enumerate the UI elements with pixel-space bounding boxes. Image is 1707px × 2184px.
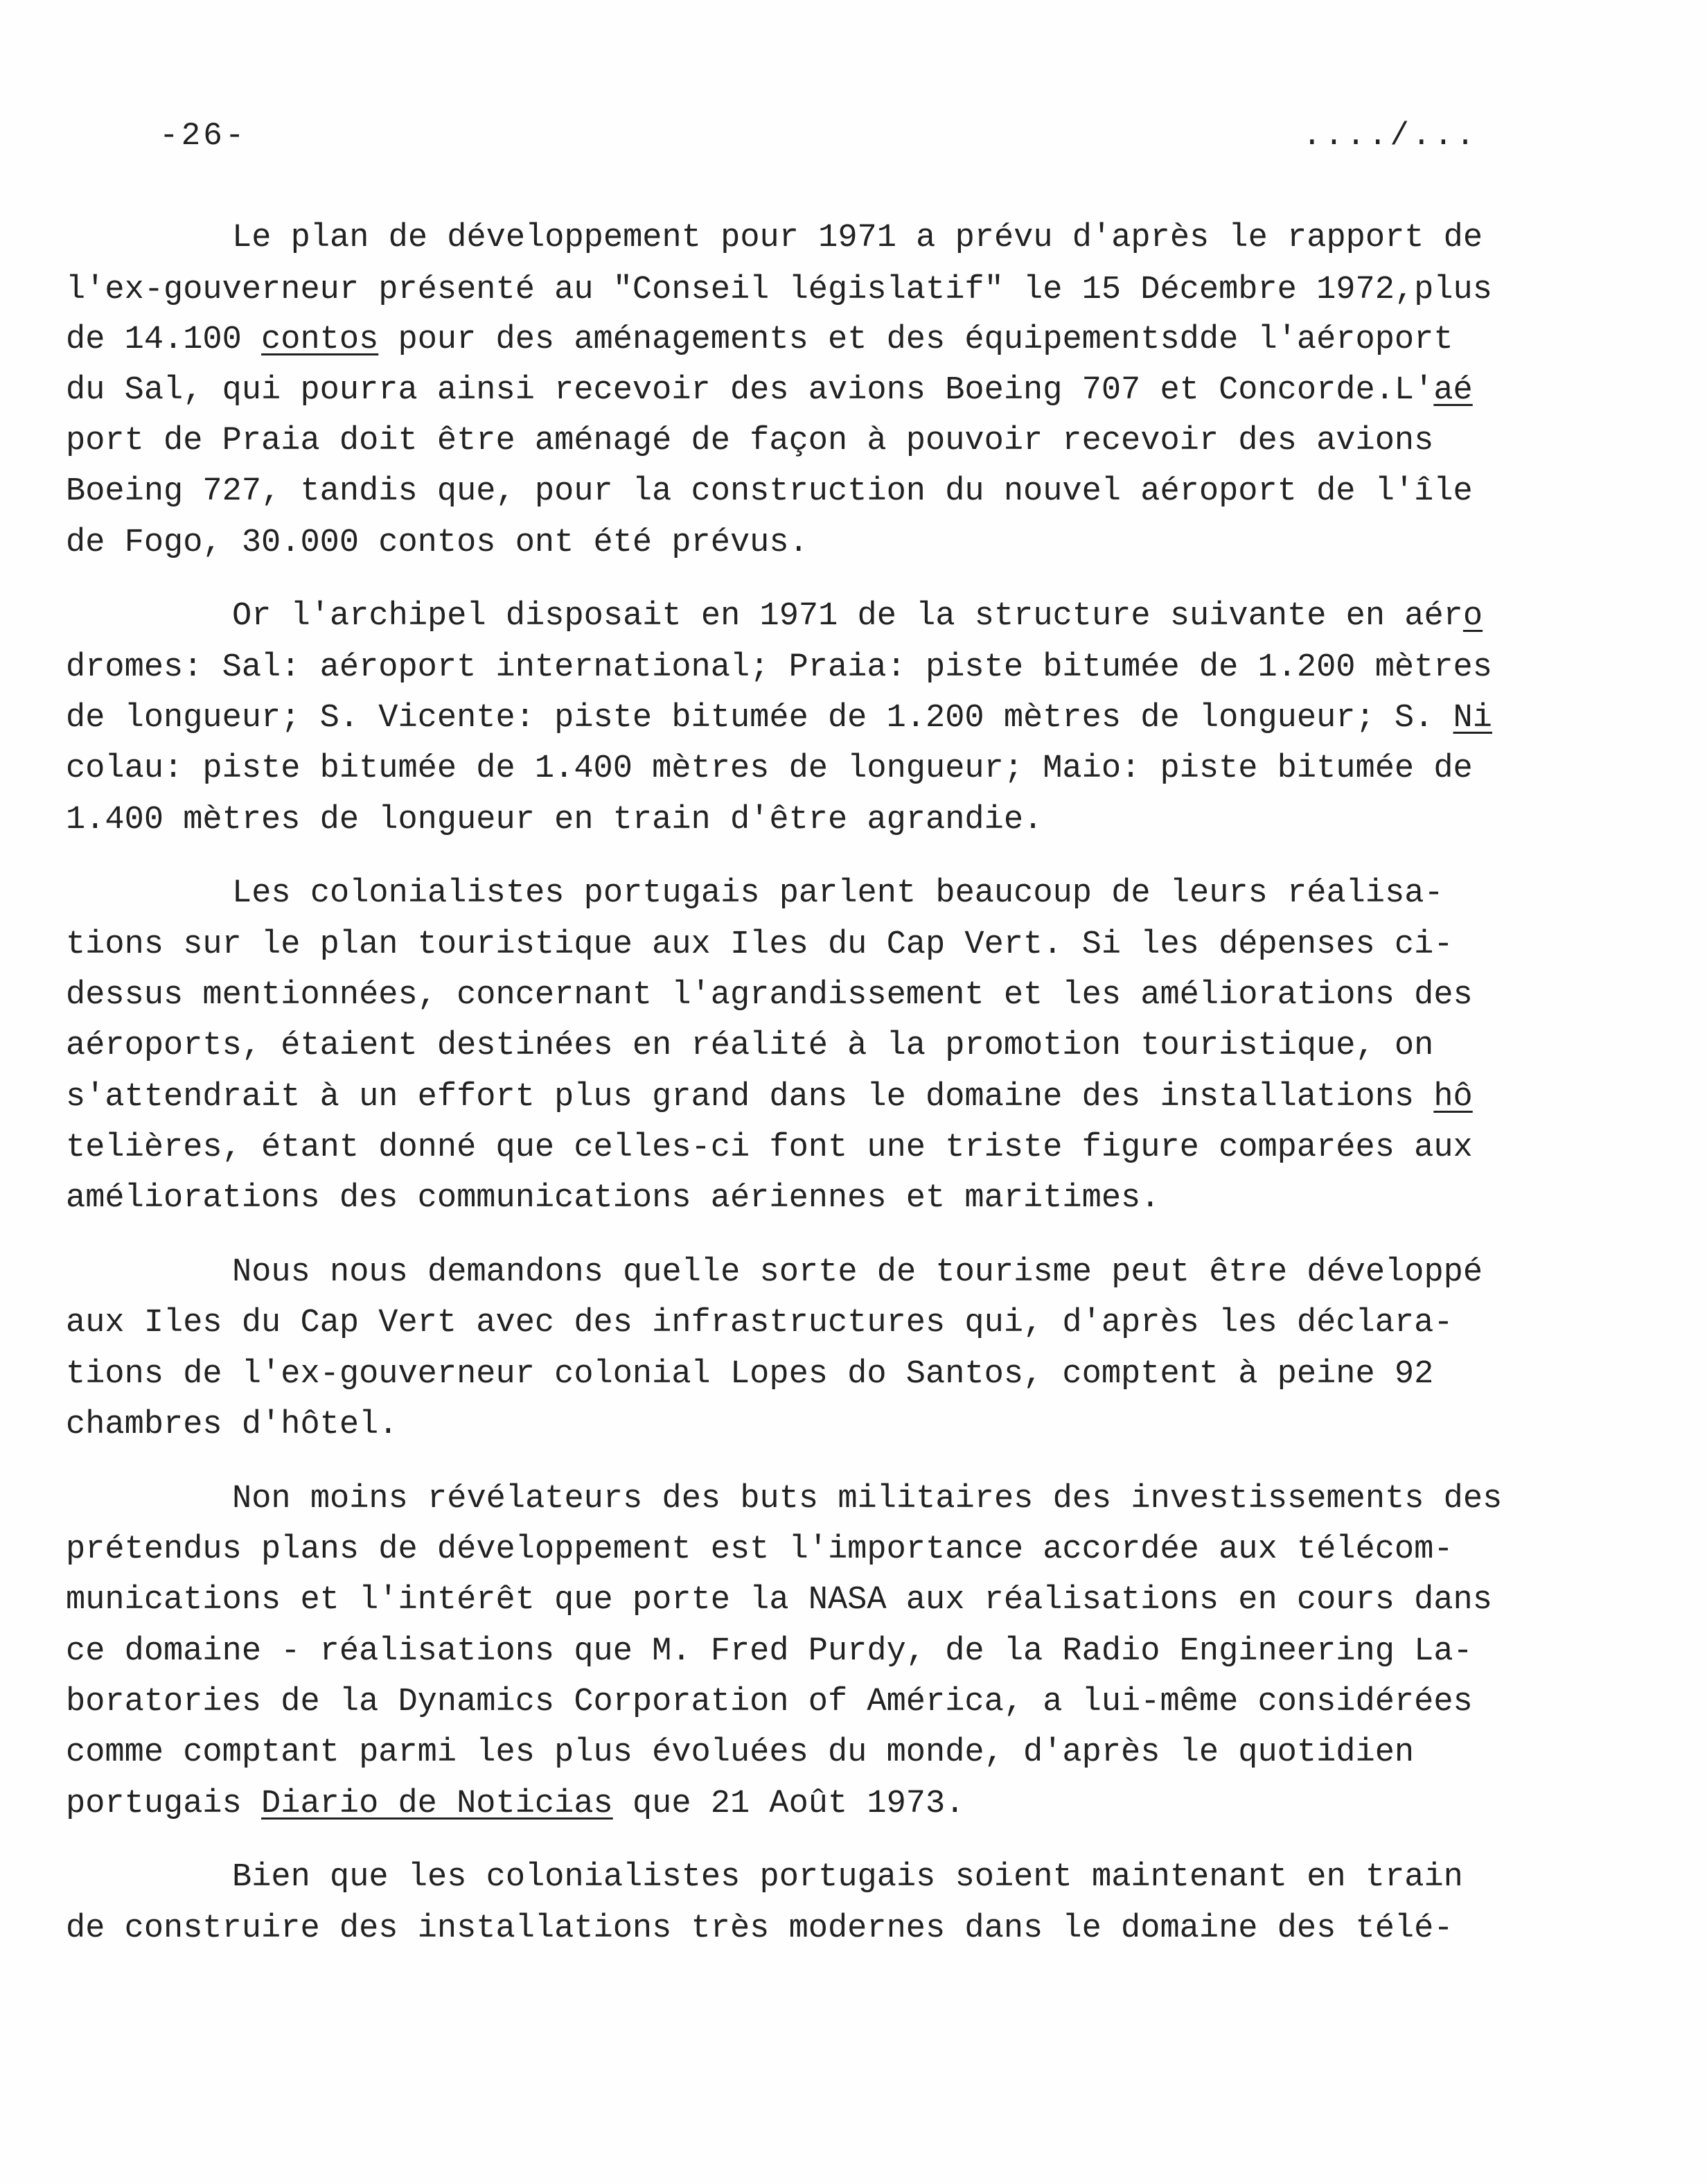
text-line [66, 1584, 1604, 1617]
text-segment: de Fogo, 30.000 contos ont été prévus. [66, 525, 808, 561]
text-line [66, 1358, 1604, 1391]
text-line [66, 700, 1604, 737]
text-segment: comme comptant parmi les plus évoluées du monde, d'après le quotidien [66, 1734, 1415, 1771]
text-segment: Non moins révélateurs des buts militaires des investissements des [232, 1481, 1503, 1517]
text-segment: Les colonialistes portugais parlent beaucoup de leurs réalisa- [232, 875, 1444, 912]
underlined-text: Ni [1453, 700, 1492, 737]
text-line [66, 475, 1604, 508]
text-segment: s'attendrait à un effort plus grand dans le domaine des installations [66, 1079, 1434, 1116]
text-line [66, 1409, 1604, 1441]
text-line [66, 425, 1604, 457]
text-segment: de longueur; S. Vicente: piste bitumée de 1.200 mètres de longueur; S. [66, 700, 1453, 737]
text-segment: de 14.100 [66, 322, 262, 358]
text-line [66, 274, 1604, 306]
text-segment: tions de l'ex-gouverneur colonial Lopes do Santos, comptent à peine 92 [66, 1356, 1434, 1393]
text-line [66, 752, 1604, 785]
text-segment: aux Iles du Cap Vert avec des infrastructures qui, d'après les déclara- [66, 1305, 1453, 1341]
text-line [66, 1686, 1604, 1718]
text-line [66, 324, 1604, 356]
text-segment: Bien que les colonialistes portugais soient maintenant en train [232, 1859, 1463, 1896]
text-segment: Or l'archipel disposait en 1971 de la structure suivante en aér [232, 598, 1463, 635]
text-line [66, 1182, 1604, 1215]
text-segment: tions sur le plan touristique aux Iles du Cap Vert. Si les dépenses ci- [66, 926, 1453, 963]
text-line [66, 928, 1604, 961]
text-segment: Le plan de développement pour 1971 a prévu d'après le rapport de [232, 220, 1483, 256]
text-segment: colau: piste bitumée de 1.400 mètres de longueur; Maio: piste bitumée de [66, 750, 1473, 787]
underlined-text: hô [1433, 1079, 1473, 1116]
text-segment: dessus mentionnées, concernant l'agrandissement et les améliorations des [66, 977, 1473, 1014]
text-line [66, 1736, 1604, 1769]
text-line [66, 1307, 1604, 1339]
text-segment: Boeing 727, tandis que, pour la construction du nouvel aéroport de l'île [66, 473, 1473, 510]
text-segment: port de Praia doit être aménagé de façon à pouvoir recevoir des avions [66, 423, 1434, 459]
text-line [66, 1131, 1604, 1164]
text-line [66, 1483, 1707, 1515]
text-line [66, 979, 1604, 1012]
text-segment: chambres d'hôtel. [66, 1407, 398, 1443]
text-segment: de construire des installations très modernes dans le domaine des télé- [66, 1910, 1453, 1947]
text-line [66, 804, 1604, 836]
text-line [66, 651, 1604, 684]
text-line [66, 374, 1604, 407]
text-segment: Nous nous demandons quelle sorte de tourisme peut être développé [232, 1254, 1483, 1291]
underlined-text: Diario de Noticias [261, 1786, 613, 1822]
text-segment: prétendus plans de développement est l'importance accordée aux télécom- [66, 1531, 1453, 1568]
text-line [66, 1635, 1604, 1668]
underlined-text: o [1462, 598, 1483, 635]
underlined-text: contos [261, 322, 379, 358]
text-segment: que 21 Août 1973. [612, 1786, 965, 1822]
text-line [66, 1912, 1604, 1945]
continuation-mark: ..../... [1302, 118, 1478, 154]
text-line [66, 1030, 1604, 1062]
underlined-text: aé [1433, 372, 1473, 409]
text-segment: du Sal, qui pourra ainsi recevoir des avions Boeing 707 et Concorde.L' [66, 372, 1434, 409]
text-segment: dromes: Sal: aéroport international; Praia: piste bitumée de 1.200 mètres [66, 649, 1492, 686]
page-number: -26- [159, 118, 247, 154]
text-segment: améliorations des communications aériennes et maritimes. [66, 1180, 1160, 1217]
text-segment: telières, étant donné que celles-ci font une triste figure comparées aux [66, 1129, 1473, 1166]
text-segment: 1.400 mètres de longueur en train d'être agrandie. [66, 802, 1043, 838]
text-segment: boratories de la Dynamics Corporation of América, a lui-même considérées [66, 1684, 1473, 1720]
text-segment: portugais [66, 1786, 262, 1822]
text-line [66, 1256, 1707, 1289]
text-segment: munications et l'intérêt que porte la NASA aux réalisations en cours dans [66, 1582, 1492, 1619]
text-segment: l'ex-gouverneur présenté au "Conseil législatif" le 15 Décembre 1972,plus [66, 272, 1492, 308]
text-line [66, 1861, 1707, 1894]
text-line [66, 1788, 1604, 1820]
text-line [66, 527, 1604, 559]
text-segment: pour des aménagements et des équipementsdde l'aéroport [378, 322, 1453, 358]
text-segment: aéroports, étaient destinées en réalité à la promotion touristique, on [66, 1028, 1434, 1064]
text-segment: ce domaine - réalisations que M. Fred Purdy, de la Radio Engineering La- [66, 1633, 1473, 1670]
text-line [66, 877, 1707, 910]
text-line [66, 1533, 1604, 1566]
text-line [66, 1079, 1604, 1116]
text-line [66, 222, 1707, 254]
text-line [66, 600, 1707, 633]
